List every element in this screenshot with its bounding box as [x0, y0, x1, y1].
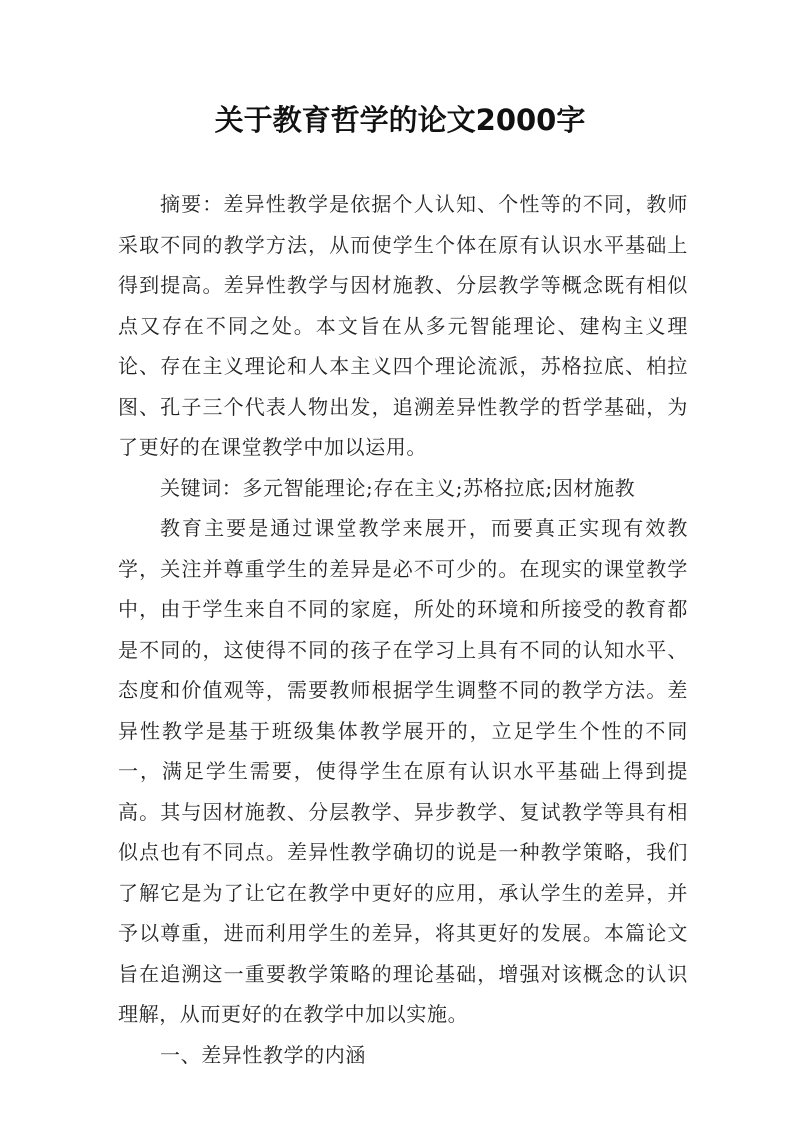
document-title: 关于教育哲学的论文2000字: [214, 103, 586, 137]
document-body: [118, 184, 688, 1075]
section-heading: 一、差异性教学的内涵: [160, 1042, 366, 1067]
intro-paragraph: 教育主要是通过课堂教学来展开，而要真正实现有效教学，关注并尊重学生的差异是必不可少的。在现实的课堂教学中，由于学生来自不同的家庭，所处的环境和所接受的教育都是不同的，这使得不同的孩子在学习上具有不同的认知水平、态度和价值观等，需要教师根据学生调整不同的教学方法。差异性教学是基于班级集体教学展开的，立足学生个性的不同一，满足学生需要，使得学生在原有认识水平基础上得到提高。其与因材施教、分层教学、异步教学、复试教学等具有相似点也有不同点。差异性教学确切的说是一种教学策略，我们了解它是为了让它在教学中更好的应用，承认学生的差异，并予以尊重，进而利用学生的差异，将其更好的发展。本篇论文旨在追溯这一重要教学策略的理论基础，增强对该概念的认识理解，从而更好的在教学中加以实施。: [118, 516, 688, 1026]
keywords-paragraph: 关键词：多元智能理论;存在主义;苏格拉底;因材施教: [160, 475, 636, 500]
abstract-paragraph: 摘要：差异性教学是依据个人认知、个性等的不同，教师采取不同的教学方法，从而使学生个体在原有认识水平基础上得到提高。差异性教学与因材施教、分层教学等概念既有相似点又存在不同之处。本文旨在从多元智能理论、建构主义理论、存在主义理论和人本主义四个理论流派，苏格拉底、柏拉图、孔子三个代表人物出发，追溯差异性教学的哲学基础，为了更好的在课堂教学中加以运用。: [118, 192, 688, 459]
